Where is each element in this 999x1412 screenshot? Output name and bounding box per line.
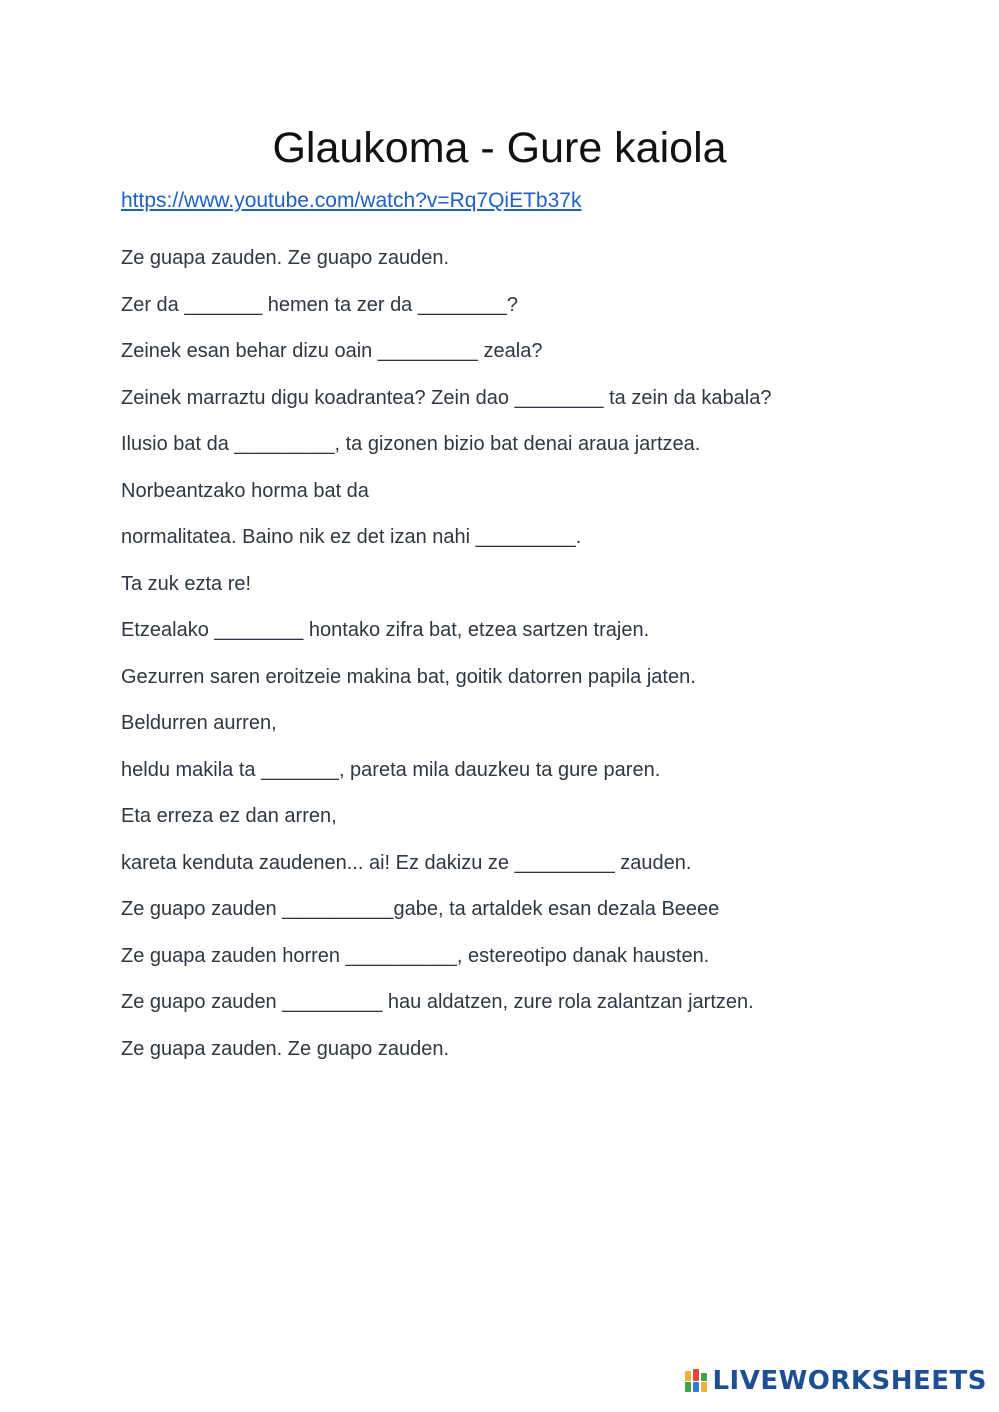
lyrics-list xyxy=(121,243,921,1080)
lyric-line: Ze guapa zauden. Ze guapo zauden. xyxy=(121,247,450,269)
lyric-line: heldu makila ta _______, pareta mila dauzkeu ta gure paren. xyxy=(121,758,661,781)
lyric-line: Etzealako ________ hontako zifra bat, etzea sartzen trajen. xyxy=(121,619,650,641)
liveworksheets-logo-icon xyxy=(684,1368,708,1394)
lyric-line: Zeinek marraztu digu koadrantea? Zein dao ________ ta zein da kabala? xyxy=(121,386,772,409)
lyric-line: Ta zuk ezta re! xyxy=(121,572,252,595)
lyric-line: Ze guapo zauden __________gabe, ta artaldek esan dezala Beeee xyxy=(121,898,720,920)
brand-name: LIVEWORKSHEETS xyxy=(712,1366,987,1396)
lyric-line: Ze guapa zauden horren __________, estereotipo danak hausten. xyxy=(121,944,710,967)
lyric-line: Ze guapa zauden. Ze guapo zauden. xyxy=(121,1037,450,1060)
lyric-line: Eta erreza ez dan arren, xyxy=(121,805,337,827)
lyric-line: Beldurren aurren, xyxy=(121,712,277,734)
lyric-line: Ze guapo zauden _________ hau aldatzen, zure rola zalantzan jartzen. xyxy=(121,991,754,1013)
page-title: Glaukoma - Gure kaiola xyxy=(272,124,727,172)
lyric-line: Norbeantzako horma bat da xyxy=(121,479,369,502)
youtube-link[interactable]: https://www.youtube.com/watch?v=Rq7QiETb37k xyxy=(121,189,582,212)
lyric-line: Ilusio bat da _________, ta gizonen bizio bat denai araua jartzea. xyxy=(121,433,701,455)
liveworksheets-brand[interactable] xyxy=(684,1366,987,1396)
lyric-line: Zeinek esan behar dizu oain _________ zeala? xyxy=(121,340,543,362)
lyric-line: normalitatea. Baino nik ez det izan nahi _________. xyxy=(121,526,582,548)
lyric-line: kareta kenduta zaudenen... ai! Ez dakizu ze _________ zauden. xyxy=(121,851,692,874)
lyric-line: Zer da _______ hemen ta zer da ________? xyxy=(121,293,518,316)
lyric-line: Gezurren saren eroitzeie makina bat, goitik datorren papila jaten. xyxy=(121,665,696,688)
